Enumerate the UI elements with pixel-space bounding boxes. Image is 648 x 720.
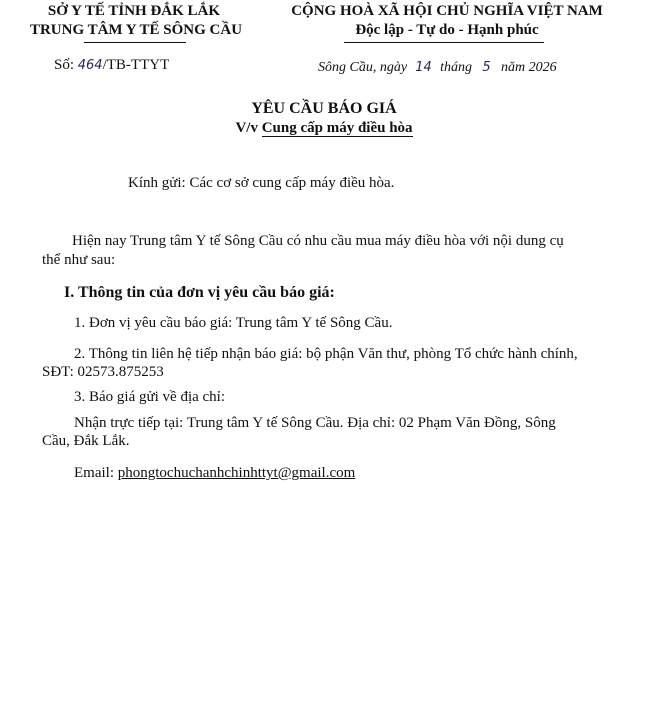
national-motto: Độc lập - Tự do - Hạnh phúc xyxy=(355,22,539,38)
recipient-line: Kính gửi: Các cơ sở cung cấp máy điều hòa. xyxy=(128,175,395,191)
date-month-label: tháng xyxy=(440,60,472,75)
document-title: YÊU CẦU BÁO GIÁ xyxy=(251,100,397,117)
address-line-1: Nhận trực tiếp tại: Trung tâm Y tế Sông Cầu. Địa chỉ: 02 Phạm Văn Đồng, Sông xyxy=(74,415,556,431)
doc-number-suffix: /TB-TTYT xyxy=(102,57,170,73)
document-subject xyxy=(0,120,648,137)
email-line xyxy=(74,465,355,482)
doc-number-handwritten: 464 xyxy=(77,58,103,73)
date-year: năm 2026 xyxy=(500,60,557,75)
intro-line-1: Hiện nay Trung tâm Y tế Sông Cầu có nhu cầu mua máy điều hòa với nội dung cụ xyxy=(72,233,564,249)
motto-underline xyxy=(344,42,544,43)
item-1: 1. Đơn vị yêu cầu báo giá: Trung tâm Y tế Sông Cầu. xyxy=(74,315,393,331)
subject-text: Cung cấp máy điều hòa xyxy=(261,120,413,136)
date-place xyxy=(318,60,557,76)
org-parent: SỞ Y TẾ TỈNH ĐẮK LẮK xyxy=(47,3,221,19)
doc-number-prefix: Số: xyxy=(54,57,75,73)
org-underline xyxy=(84,42,186,43)
item-3: 3. Báo giá gửi về địa chỉ: xyxy=(74,389,226,405)
date-month-handwritten: 5 xyxy=(482,60,491,75)
address-line-2: Cầu, Đắk Lắk. xyxy=(42,433,130,449)
email-label: Email: xyxy=(74,465,114,481)
item-2-line-1: 2. Thông tin liên hệ tiếp nhận báo giá: bộ phận Văn thư, phòng Tổ chức hành chính, xyxy=(74,346,578,362)
item-2-line-2: SĐT: 02573.875253 xyxy=(42,364,164,380)
email-link[interactable]: phongtochuchanhchinhttyt@gmail.com xyxy=(117,465,356,481)
org-name: TRUNG TÂM Y TẾ SÔNG CẦU xyxy=(29,22,243,38)
section1-heading: I. Thông tin của đơn vị yêu cầu báo giá: xyxy=(64,284,335,301)
subject-prefix: V/v xyxy=(235,120,258,136)
doc-number xyxy=(54,57,169,74)
date-place-label: Sông Cầu, ngày xyxy=(318,60,408,75)
date-day-handwritten: 14 xyxy=(415,60,432,75)
intro-line-2: thể như sau: xyxy=(42,252,116,268)
national-title: CỘNG HOÀ XÃ HỘI CHỦ NGHĨA VIỆT NAM xyxy=(291,3,603,19)
